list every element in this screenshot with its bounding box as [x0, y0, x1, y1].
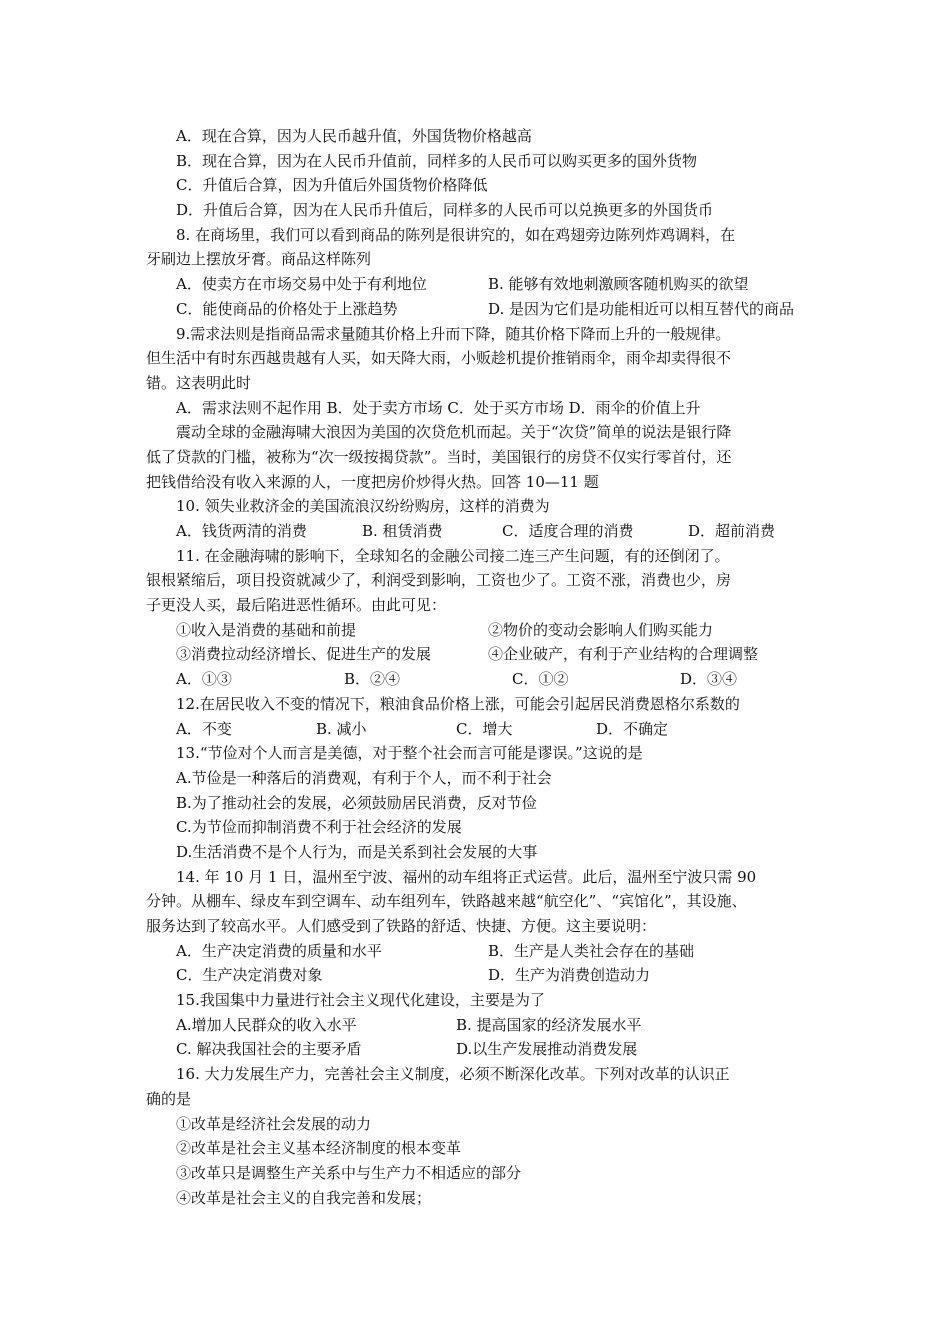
q11-option-d: D．③④ — [680, 670, 738, 689]
q7-option-b: B．现在合算，因为在人民币升值前，同样多的人民币可以购买更多的国外货物 — [176, 151, 698, 170]
q14-option-d: D．生产为消费创造动力 — [488, 966, 651, 985]
q12-option-c: C．增大 — [456, 719, 513, 738]
q15-option-b: B. 提高国家的经济发展水平 — [456, 1015, 642, 1034]
q7-option-c: C．升值后合算，因为升值后外国货物价格降低 — [176, 176, 488, 195]
q11-options — [146, 667, 806, 692]
q15-option-a: A.增加人民群众的收入水平 — [176, 1015, 357, 1034]
q9-stem-2: 但生活中有时东西越贵越有人买，如天降大雨，小贩趁机提价推销雨伞，雨伞却卖得很不 — [146, 349, 732, 368]
q11-statements-row-1 — [146, 618, 806, 643]
q14-options-row-1 — [146, 939, 806, 964]
q13-option-c: C.为节俭而抑制消费不利于社会经济的发展 — [176, 818, 462, 837]
q15-options-row-1 — [146, 1013, 806, 1038]
q14-stem-2: 分钟。从棚车、绿皮车到空调车、动车组列车，铁路越来越“航空化”、“宾馆化”，其设施、 — [146, 892, 747, 911]
q8-options-row-1 — [146, 272, 806, 297]
passage-line-2: 低了贷款的门槛，被称为“次一级按揭贷款”。当时，美国银行的房贷不仅实行零首付，还 — [146, 447, 732, 466]
q16-statement-1: ①改革是经济社会发展的动力 — [176, 1114, 372, 1133]
q12-stem: 12.在居民收入不变的情况下，粮油食品价格上涨，可能会引起居民消费恩格尔系数的 — [176, 694, 740, 713]
q14-option-c: C．生产决定消费对象 — [176, 966, 323, 985]
q11-option-b: B．②④ — [344, 670, 401, 689]
q13-stem: 13.“节俭对个人而言是美德，对于整个社会而言可能是谬误。”这说的是 — [176, 744, 643, 763]
q11-option-c: C．①② — [512, 670, 569, 689]
q12-option-d: D．不确定 — [596, 719, 669, 738]
q14-option-a: A．生产决定消费的质量和水平 — [176, 941, 382, 960]
q12-option-a: A．不变 — [176, 719, 232, 738]
q14-stem-3: 服务达到了较高水平。人们感受到了铁路的舒适、快捷、方便。这主要说明： — [146, 917, 657, 935]
q15-stem: 15.我国集中力量进行社会主义现代化建设，主要是为了 — [176, 991, 545, 1010]
q10-options — [146, 519, 806, 544]
q8-option-a: A．使卖方在市场交易中处于有利地位 — [176, 275, 427, 294]
q11-stem-3: 子更没人买，最后陷进恶性循环。由此可见： — [146, 596, 447, 615]
q8-stem-1: 8. 在商场里，我们可以看到商品的陈列是很讲究的，如在鸡翅旁边陈列炸鸡调料，在 — [176, 225, 736, 244]
q11-statement-4: ④企业破产，有利于产业结构的合理调整 — [488, 645, 759, 664]
q9-stem-3: 错。这表明此时 — [146, 373, 252, 392]
q15-option-d: D.以生产发展推动消费发展 — [456, 1040, 638, 1059]
q9-stem-1: 9.需求法则是指商品需求量随其价格上升而下降，随其价格下降而上升的一般规律。 — [176, 324, 731, 343]
q14-stem-1: 14. 年 10 月 1 日，温州至宁波、福州的动车组将正式运营。此后，温州至宁波只需 90 — [176, 867, 757, 886]
q10-stem: 10. 领失业救济金的美国流浪汉纷纷购房，这样的消费为 — [176, 497, 550, 516]
q7-option-a: A．现在合算，因为人民币越升值，外国货物价格越高 — [176, 127, 532, 145]
exam-content — [146, 124, 806, 1210]
q13-option-a: A.节俭是一种落后的消费观，有利于个人，而不利于社会 — [176, 768, 552, 787]
q11-statement-3: ③消费拉动经济增长、促进生产的发展 — [176, 645, 432, 664]
q13-option-d: D.生活消费不是个人行为，而是关系到社会发展的大事 — [176, 842, 538, 861]
q8-option-b: B. 能够有效地刺激顾客随机购买的欲望 — [488, 275, 749, 294]
q16-statement-3: ③改革只是调整生产关系中与生产力不相适应的部分 — [176, 1163, 522, 1182]
q16-stem-2: 确的是 — [146, 1089, 192, 1108]
q10-option-b: B. 租赁消费 — [362, 522, 443, 540]
q11-stem-2: 银根紧缩后，项目投资就减少了，利润受到影响，工资也少了。工资不涨，消费也少，房 — [146, 571, 732, 590]
q10-option-a: A．钱货两清的消费 — [176, 522, 307, 540]
q16-stem-1: 16. 大力发展生产力，完善社会主义制度，必须不断深化改革。下列对改革的认识正 — [176, 1065, 730, 1084]
passage-line-1: 震动全球的金融海啸大浪因为美国的次贷危机而起。关于“次贷”简单的说法是银行降 — [176, 423, 732, 442]
q7-option-d: D．升值后合算，因为在人民币升值后，同样多的人民币可以兑换更多的外国货币 — [176, 201, 714, 220]
q15-option-c: C. 解决我国社会的主要矛盾 — [176, 1040, 362, 1059]
q11-statements-row-2 — [146, 642, 806, 667]
passage-line-3: 把钱借给没有收入来源的人，一度把房价炒得火热。回答 10—11 题 — [146, 472, 599, 491]
q11-option-a: A．①③ — [176, 670, 232, 689]
q14-options-row-2 — [146, 963, 806, 988]
q8-option-d: D. 是因为它们是功能相近可以相互替代的商品 — [488, 299, 795, 318]
q8-options-row-2 — [146, 297, 806, 322]
q12-options — [146, 717, 806, 742]
q11-statement-1: ①收入是消费的基础和前提 — [176, 620, 357, 639]
q10-option-d: D．超前消费 — [688, 522, 776, 540]
q12-option-b: B. 减小 — [316, 719, 367, 738]
q9-options: A．需求法则不起作用 B．处于卖方市场 C．处于买方市场 D．雨伞的价值上升 — [176, 398, 701, 417]
q8-stem-2: 牙刷边上摆放牙膏。商品这样陈列 — [146, 250, 372, 269]
q14-option-b: B．生产是人类社会存在的基础 — [488, 941, 695, 960]
q8-option-c: C．能使商品的价格处于上涨趋势 — [176, 299, 398, 318]
q15-options-row-2 — [146, 1037, 806, 1062]
q16-statement-4: ④改革是社会主义的自我完善和发展； — [176, 1188, 432, 1207]
q11-stem-1: 11. 在金融海啸的影响下，全球知名的金融公司接二连三产生问题，有的还倒闭了。 — [176, 546, 730, 565]
q11-statement-2: ②物价的变动会影响人们购买能力 — [488, 620, 714, 639]
q10-option-c: C．适度合理的消费 — [502, 522, 634, 540]
q13-option-b: B.为了推动社会的发展，必须鼓励居民消费，反对节俭 — [176, 793, 537, 812]
q16-statement-2: ②改革是社会主义基本经济制度的根本变革 — [176, 1139, 462, 1158]
